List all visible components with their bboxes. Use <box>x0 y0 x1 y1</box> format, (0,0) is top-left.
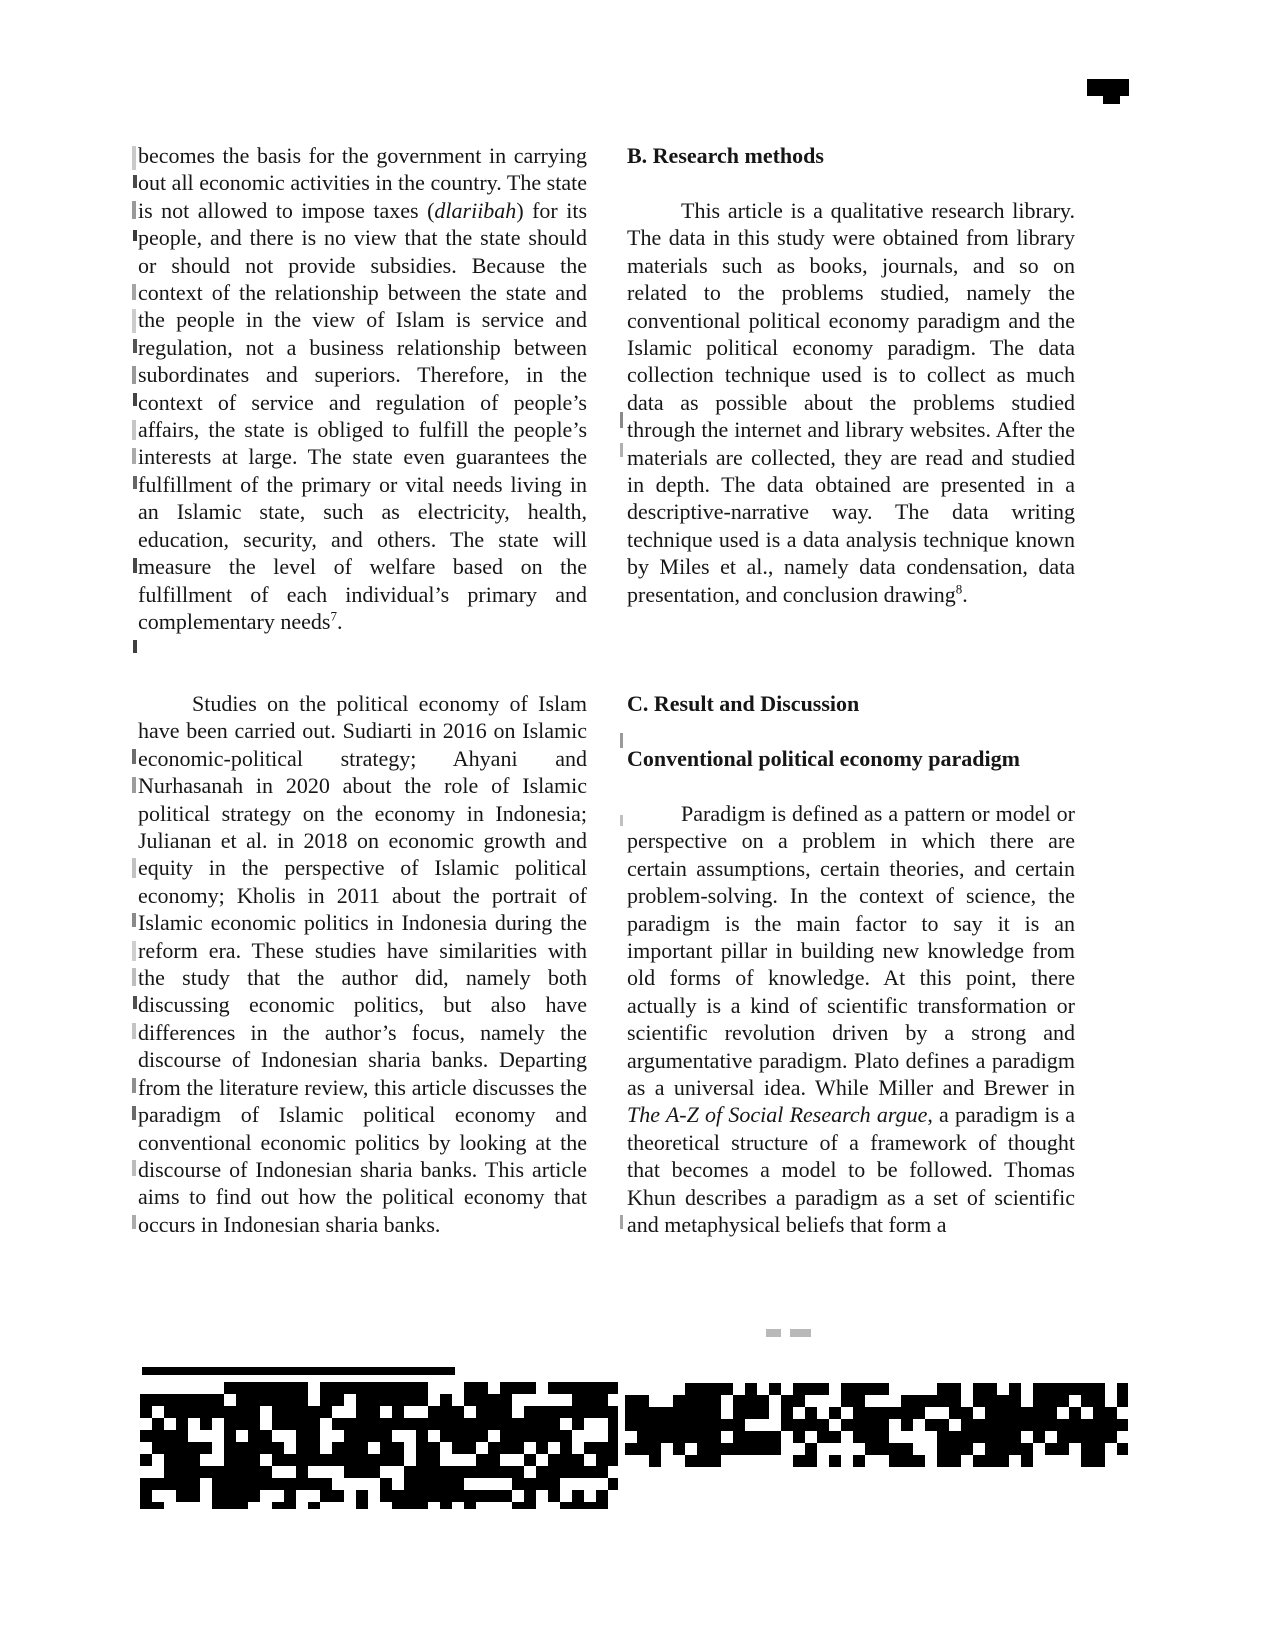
body-text: Paradigm is defined as a pattern or model or perspective on a problem in which there are certain assumptions, certain theories, and certain problem-solving. In the context of science, the paradigm is the main factor to say it is an important pillar in building new knowledge from old forms of knowledge. At this point, there actually is a kind of scientific transformation or scientific revolution driven by a strong and argumentative paradigm. Plato defines a paradigm as a universal idea. While Miller and Brewer in <box>627 801 1075 1101</box>
revision-mark <box>132 448 136 464</box>
revision-mark <box>133 230 137 241</box>
redacted-footnote-right <box>625 1383 1128 1471</box>
section-heading: C. Result and Discussion <box>627 691 860 716</box>
redacted-page-number <box>1087 79 1129 96</box>
revision-mark <box>133 558 137 573</box>
body-text: becomes the basis for the government in carrying out all economic activities in the country. The state is not allowed to impose taxes ( <box>138 143 587 223</box>
italic-text: The A-Z of Social Research argue <box>627 1102 928 1128</box>
revision-mark <box>620 815 623 826</box>
revision-mark <box>620 733 623 748</box>
revision-mark <box>133 640 137 653</box>
revision-mark <box>620 412 623 428</box>
body-text: , a paradigm is a theoretical structure of a framework of thought that becomes a model to be followed. Thomas Khun describes a paradigm as a set of scientific and metaphysical beliefs that form a <box>627 1102 1075 1238</box>
revision-mark <box>132 941 136 961</box>
revision-mark <box>132 1106 136 1120</box>
body-text: . <box>962 581 968 607</box>
revision-mark <box>132 1160 136 1176</box>
revision-mark <box>132 858 136 878</box>
body-text: ) for its people, and there is no view that the state should or should not provide subsidies. Because the context of the relationship between the state and the people in the view of Islam is service and regulation, not a business relationship between subordinates and superiors. Therefore, in the context of service and regulation of people’s affairs, the state is obliged to fulfill the people’s interests at large. The state even guarantees the fulfillment of the primary or vital needs living in an Islamic state, such as electricity, health, education, security, and others. The state will measure the level of welfare based on the fulfillment of each individual’s primary and complementary needs <box>138 197 588 634</box>
revision-mark <box>132 1078 136 1093</box>
revision-mark <box>132 777 136 793</box>
footnote-marker: 7 <box>330 608 337 624</box>
revision-mark <box>133 996 137 1009</box>
revision-mark <box>132 913 136 927</box>
paragraph <box>627 197 1075 608</box>
revision-mark <box>132 1023 136 1039</box>
revision-mark <box>132 309 136 333</box>
revision-mark <box>132 749 136 764</box>
revision-mark <box>132 366 136 384</box>
section-heading: B. Research methods <box>627 143 824 168</box>
body-text: This article is a qualitative research library. The data in this study were obtained from library materials such as books, journals, and so on related to the problems studied, namely the conventional political economy paradigm and the Islamic political economy paradigm. The data collection technique used is to collect as much data as possible about the problems studied through the internet and library websites. After the materials are collected, they are read and studied in depth. The data obtained are presented in a descriptive-narrative way. The data writing technique used is a data analysis technique known by Miles et al., namely data condensation, data presentation, and conclusion drawing <box>627 198 1075 607</box>
body-text: Studies on the political economy of Islam have been carried out. Sudiarti in 2016 on Islamic economic-political strategy; Ahyani and Nurhasanah in 2020 about the role of Islamic political strategy on the economy in Indonesia; Julianan et al. in 2018 on economic growth and equity in the perspective of Islamic political economy; Kholis in 2011 about the portrait of Islamic economic politics in Indonesia during the reform era. These studies have similarities with the study that the author did, namely both discussing economic politics, but also have differences in the author’s focus, namely the discourse of Indonesian sharia banks. Departing from the literature review, this article discusses the paradigm of Islamic political economy and conventional economic politics by looking at the discourse of Indonesian sharia banks. This article aims to find out how the political economy that occurs in Indonesian sharia banks. <box>138 691 587 1237</box>
footnote-marker: 8 <box>955 581 963 597</box>
revision-mark <box>132 968 136 986</box>
revision-mark <box>132 146 136 170</box>
revision-mark <box>133 393 137 406</box>
text-smudge <box>790 1329 811 1337</box>
footnote-separator <box>142 1367 455 1375</box>
revision-mark <box>620 1215 623 1229</box>
revision-mark <box>620 443 623 457</box>
revision-mark <box>132 284 136 300</box>
italic-text: dlariibah <box>434 197 517 223</box>
revision-mark <box>133 339 137 353</box>
revision-mark <box>132 1215 136 1229</box>
revision-mark <box>132 201 136 219</box>
revision-mark <box>132 420 136 440</box>
paragraph <box>138 690 587 1238</box>
revision-mark <box>133 175 137 188</box>
section-heading: Conventional political economy paradigm <box>627 746 1020 771</box>
paragraph <box>138 142 587 635</box>
text-smudge <box>766 1329 781 1337</box>
revision-mark <box>133 476 137 489</box>
paragraph <box>627 800 1075 1239</box>
redacted-footnote-left <box>140 1382 618 1509</box>
body-text: . <box>336 608 343 634</box>
